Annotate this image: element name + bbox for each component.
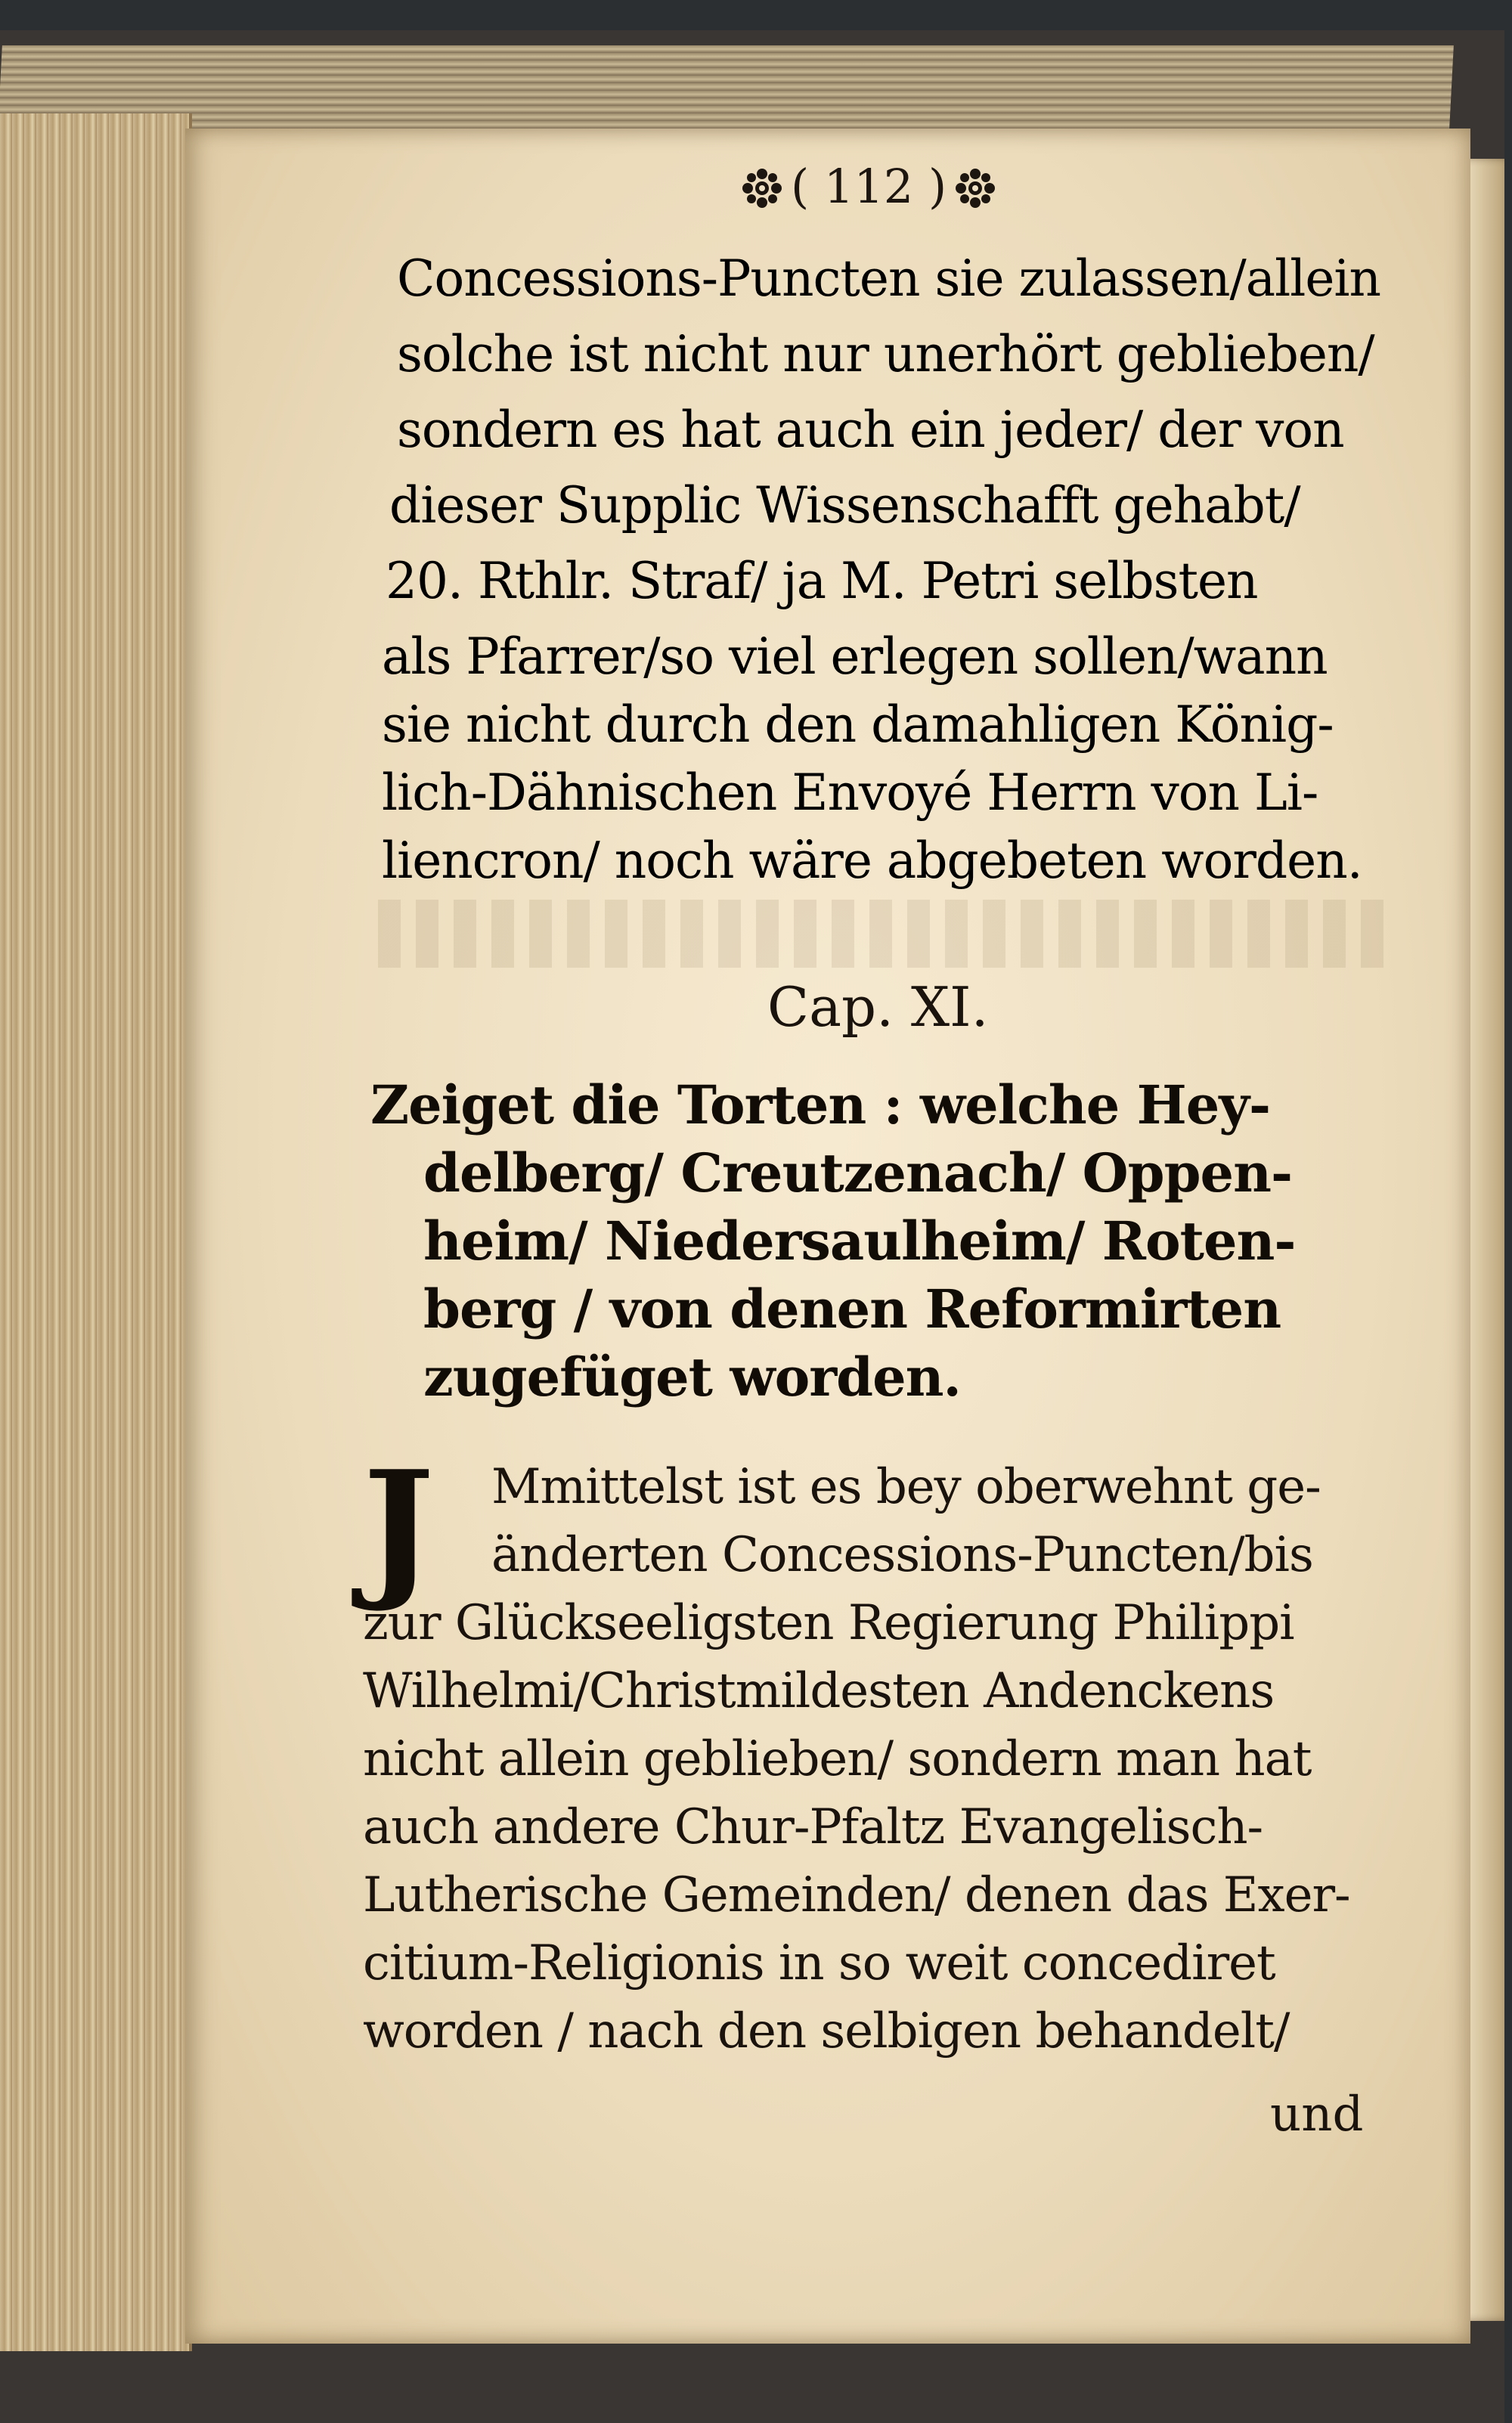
page-edges-left	[0, 113, 192, 2351]
text-line: als Pfarrer/so viel erlegen sollen/wann	[382, 627, 1328, 686]
page-number: ( 112 )	[791, 159, 947, 214]
catchword: und	[1270, 2087, 1364, 2143]
drop-cap: J	[363, 1438, 435, 1616]
chapter-heading-line: heim/ Niedersaulheim/ Roten-	[423, 1210, 1296, 1272]
text-line: Wilhelmi/Christmildesten Andenckens	[363, 1663, 1275, 1719]
text-line: Concessions-Puncten sie zulassen/allein	[397, 249, 1381, 308]
text-line: sie nicht durch den damahligen König-	[382, 696, 1334, 754]
text-line: citium-Religionis in so weit concediret	[363, 1935, 1275, 1991]
flower-ornament-icon	[741, 166, 783, 208]
text-line: worden / nach den selbigen behandelt/	[363, 2003, 1290, 2059]
text-line: liencron/ noch wäre abgebeten worden.	[382, 832, 1362, 890]
chapter-number: Cap. XI.	[767, 975, 989, 1039]
text-line: 20. Rthlr. Straf/ ja M. Petri selbsten	[386, 552, 1258, 610]
text-line: solche ist nicht nur unerhört geblieben/	[397, 325, 1374, 383]
text-line: dieser Supplic Wissenschafft gehabt/	[389, 476, 1300, 534]
text-line: sondern es hat auch ein jeder/ der von	[397, 401, 1344, 459]
text-line: änderten Concessions-Puncten/bis	[491, 1527, 1313, 1583]
chapter-heading-line: Zeiget die Torten : welche Hey-	[370, 1074, 1271, 1136]
text-line: nicht allein geblieben/ sondern man hat	[363, 1731, 1312, 1787]
page-edges-top	[0, 45, 1454, 129]
chapter-heading-line: berg / von denen Reformirten	[423, 1278, 1281, 1340]
text-line: Lutherische Gemeinden/ denen das Exer-	[363, 1867, 1350, 1923]
flower-ornament-icon	[954, 166, 996, 208]
show-through-text	[378, 900, 1383, 968]
text-line: Mmittelst ist es bey oberwehnt ge-	[491, 1459, 1321, 1515]
chapter-heading-line: zugefüget worden.	[423, 1346, 961, 1408]
text-line: zur Glückseeligsten Regierung Philippi	[363, 1595, 1294, 1651]
text-line: auch andere Chur-Pfaltz Evangelisch-	[363, 1799, 1263, 1855]
text-line: lich-Dähnischen Envoyé Herrn von Li-	[382, 764, 1318, 822]
chapter-heading-line: delberg/ Creutzenach/ Oppen-	[423, 1142, 1293, 1204]
